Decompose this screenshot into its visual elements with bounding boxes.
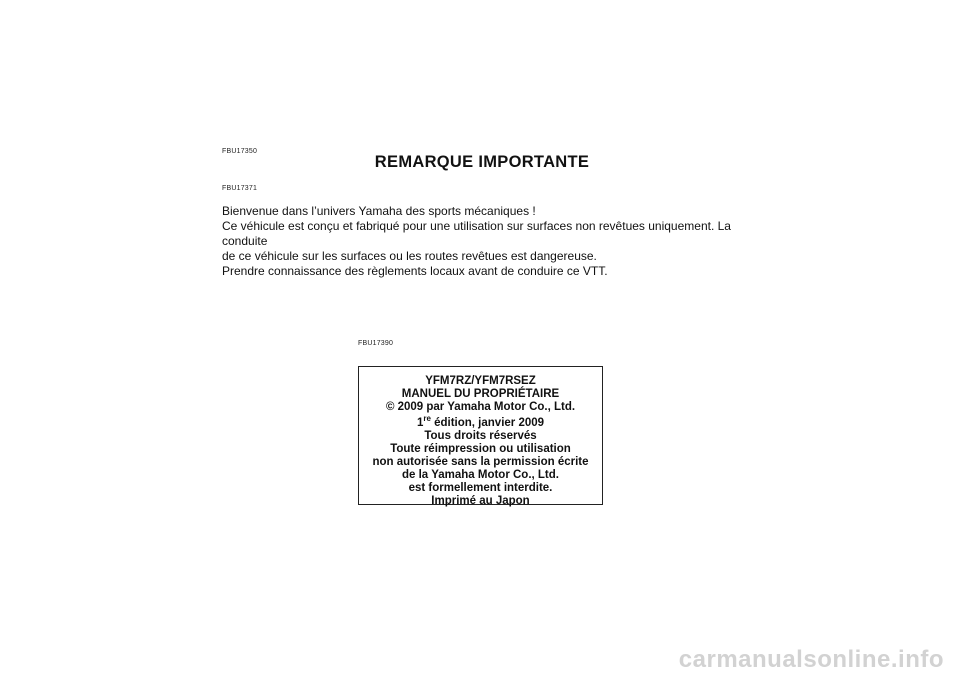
reference-code: FBU17371	[222, 185, 258, 192]
intro-line: Ce véhicule est conçu et fabriqué pour une utilisation sur surfaces non revêtues uniquement. La conduite	[222, 219, 731, 248]
reprint-line: est formellement interdite.	[408, 482, 553, 494]
copyright-line: © 2009 par Yamaha Motor Co., Ltd.	[385, 401, 576, 413]
intro-line: Bienvenue dans l’univers Yamaha des sports mécaniques !	[222, 204, 536, 218]
reprint-line: non autorisée sans la permission écrite	[372, 456, 589, 468]
reference-code: FBU17390	[358, 340, 394, 347]
reference-code: FBU17350	[222, 148, 258, 155]
edition-superscript: re	[423, 414, 431, 424]
printed-line: Imprimé au Japon	[431, 495, 530, 507]
intro-line: de ce véhicule sur les surfaces ou les routes revêtues est dangereuse.	[222, 249, 597, 263]
edition-number: 1	[416, 417, 424, 429]
watermark-text: carmanualsonline.info	[678, 646, 944, 673]
reprint-line: de la Yamaha Motor Co., Ltd.	[402, 469, 559, 481]
copyright-box	[358, 366, 603, 505]
rights-line: Tous droits réservés	[424, 430, 537, 442]
intro-line: Prendre connaissance des règlements locaux avant de conduire ce VTT.	[222, 264, 608, 278]
reprint-line: Toute réimpression ou utilisation	[390, 443, 571, 455]
edition-line	[359, 414, 602, 430]
page-title: REMARQUE IMPORTANTE	[374, 153, 590, 171]
manual-title: MANUEL DU PROPRIÉTAIRE	[401, 388, 560, 400]
model-name: YFM7RZ/YFM7RSEZ	[425, 375, 536, 387]
intro-paragraph	[222, 204, 762, 279]
edition-text: édition, janvier 2009	[430, 417, 545, 429]
